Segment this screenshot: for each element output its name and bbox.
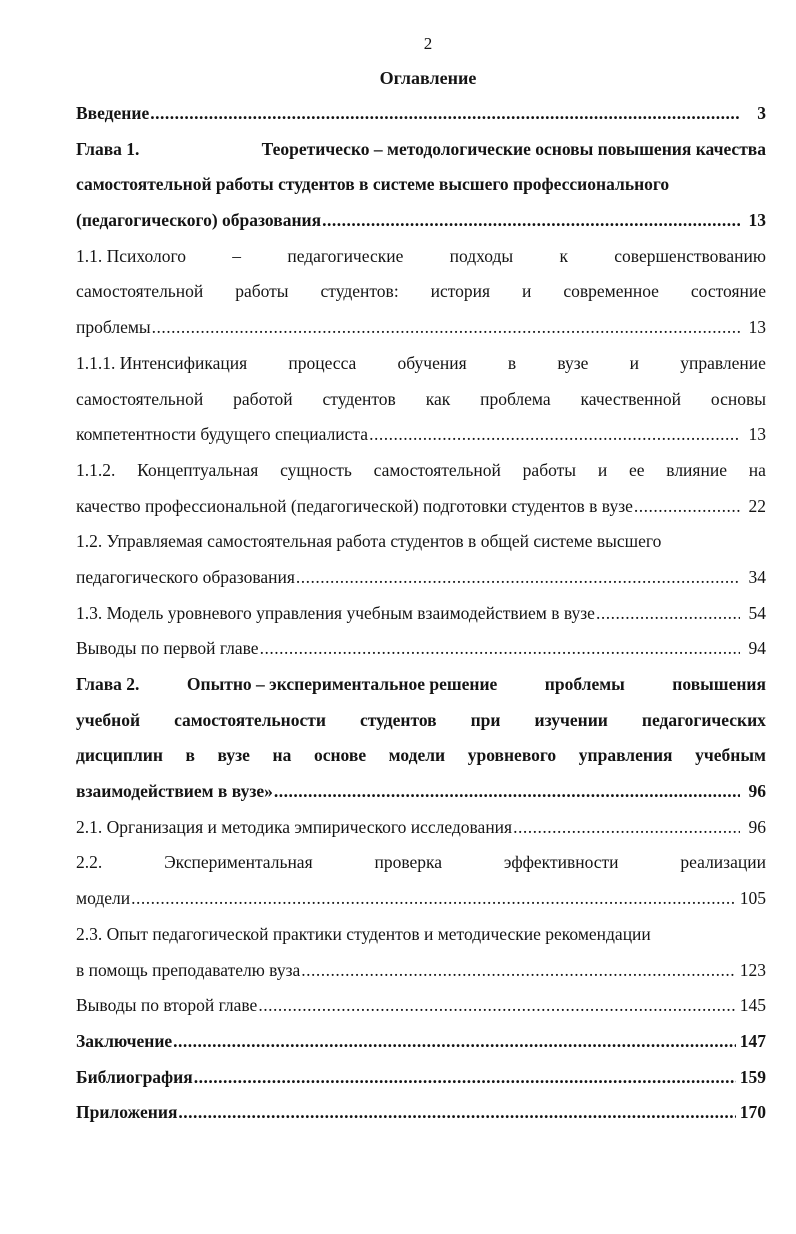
toc-word: 2.2. <box>76 852 103 873</box>
toc-entry-line <box>76 667 766 703</box>
toc-word: самостоятельной работы студентов в системе высшего профессионального <box>76 174 670 195</box>
toc-entry <box>76 810 766 846</box>
toc-page-number: 54 <box>748 602 766 623</box>
toc-word: уровневого <box>467 745 557 766</box>
toc-entry <box>76 132 766 239</box>
toc-entry-last-line <box>76 203 766 239</box>
toc-word: и <box>629 352 640 373</box>
toc-entry <box>76 845 766 916</box>
toc-entry-title: модели <box>76 888 131 909</box>
toc-word: Теоретическо – методологические основы повышения качества <box>261 138 766 159</box>
toc-word: Глава 1. <box>76 138 140 159</box>
toc-entry-line <box>76 274 766 310</box>
toc-word: самостоятельной <box>76 388 204 409</box>
dot-leader <box>194 1060 736 1096</box>
toc-entry-last-line <box>76 489 766 525</box>
toc-word: 1.1.1. Интенсификация <box>76 352 248 373</box>
toc-entry-title: Библиография <box>76 1066 193 1087</box>
toc-page-number: 123 <box>739 959 766 980</box>
toc-word: учебным <box>695 745 766 766</box>
toc-word: педагогические <box>287 245 404 266</box>
dot-leader <box>178 1095 735 1131</box>
toc-word: изучении <box>534 709 608 730</box>
toc-word: Экспериментальная <box>164 852 313 873</box>
toc-entry-line <box>76 524 766 560</box>
dot-leader <box>274 774 740 810</box>
toc-word: дисциплин <box>76 745 163 766</box>
toc-word: работы <box>522 459 577 480</box>
toc-word: проблемы <box>544 674 625 694</box>
toc-word: работы <box>235 281 289 302</box>
toc-word: педагогических <box>641 709 766 730</box>
toc-entry <box>76 96 766 132</box>
dot-leader <box>260 631 740 667</box>
toc-word: проверка <box>374 852 443 873</box>
toc-page-number: 22 <box>748 495 766 516</box>
toc-entry-title: проблемы <box>76 317 151 338</box>
toc-entry <box>76 524 766 595</box>
toc-entry-last-line <box>76 1095 766 1131</box>
toc-word: студентов: <box>320 281 399 302</box>
toc-entry-title: компетентности будущего специалиста <box>76 424 369 445</box>
toc-entry-line <box>76 346 766 382</box>
toc-word: эффективности <box>503 852 619 873</box>
toc-page-number: 147 <box>739 1030 766 1051</box>
toc-word: модели <box>388 745 446 766</box>
toc-entry-last-line <box>76 953 766 989</box>
toc-word: Опытно – экспериментальное решение <box>186 674 498 694</box>
toc-entry <box>76 596 766 632</box>
toc-page-number: 13 <box>748 424 766 445</box>
toc-word: Глава 2. <box>76 674 140 694</box>
toc-entry-last-line <box>76 417 766 453</box>
toc-page-number: 13 <box>748 317 766 338</box>
toc-entry-title: Выводы по первой главе <box>76 638 259 659</box>
toc-page-number: 94 <box>748 638 766 659</box>
dot-leader <box>301 953 735 989</box>
toc-word: самостоятельности <box>174 709 326 730</box>
toc-entry-line <box>76 845 766 881</box>
toc-word: совершенствованию <box>614 245 766 266</box>
toc-word: состояние <box>690 281 766 302</box>
toc-word: 1.2. Управляемая самостоятельная работа студентов в общей системе высшего <box>76 531 662 552</box>
toc-entry-title: 1.3. Модель уровневого управления учебным взаимодействием в вузе <box>76 602 595 623</box>
toc-word: проблема <box>480 388 551 409</box>
toc-entry-last-line <box>76 560 766 596</box>
toc-word: обучения <box>397 352 467 373</box>
toc-word: в <box>185 745 195 766</box>
dot-leader <box>296 560 740 596</box>
dot-leader <box>369 417 740 453</box>
dot-leader <box>513 810 740 846</box>
toc-entry-last-line <box>76 774 766 810</box>
toc-entry-last-line <box>76 810 766 846</box>
toc-page-number: 105 <box>739 888 766 909</box>
toc-entry-line <box>76 453 766 489</box>
toc-word: при <box>470 709 501 730</box>
toc-word: учебной <box>76 709 141 730</box>
toc-entry <box>76 631 766 667</box>
toc-word: сущность <box>280 459 352 480</box>
table-of-contents <box>76 96 766 1131</box>
toc-word: повышения <box>672 674 766 694</box>
dot-leader <box>173 1024 736 1060</box>
toc-word: на <box>272 745 292 766</box>
toc-entry <box>76 239 766 346</box>
toc-entry-line <box>76 382 766 418</box>
toc-entry-title: Введение <box>76 103 150 123</box>
page-number: 2 <box>423 34 433 53</box>
toc-word: качественной <box>580 388 682 409</box>
toc-page-number: 145 <box>739 995 766 1016</box>
dot-leader <box>634 489 740 525</box>
toc-entry-title: в помощь преподавателю вуза <box>76 959 301 980</box>
toc-entry-line <box>76 167 766 203</box>
toc-entry-line <box>76 738 766 774</box>
toc-entry-last-line <box>76 631 766 667</box>
toc-word: 1.1. Психолого <box>76 245 186 266</box>
toc-entry-last-line <box>76 881 766 917</box>
toc-word: 1.1.2. <box>76 459 116 480</box>
toc-entry-title: педагогического образования <box>76 566 295 587</box>
toc-entry <box>76 1024 766 1060</box>
toc-page-number: 170 <box>739 1102 766 1123</box>
toc-entry-line <box>76 703 766 739</box>
dot-leader <box>150 96 740 132</box>
toc-entry-title: качество профессиональной (педагогической) подготовки студентов в вузе <box>76 495 633 516</box>
toc-entry-line <box>76 132 766 168</box>
toc-word: реализации <box>680 852 766 873</box>
toc-entry-title: Выводы по второй главе <box>76 995 258 1016</box>
dot-leader <box>596 596 740 632</box>
toc-word: вузе <box>557 352 589 373</box>
dot-leader <box>322 203 740 239</box>
toc-word: основы <box>710 388 766 409</box>
toc-word: современное <box>563 281 659 302</box>
toc-entry-title: 2.1. Организация и методика эмпирического исследования <box>76 816 513 837</box>
toc-entry-last-line <box>76 1060 766 1096</box>
toc-page-number: 159 <box>739 1066 766 1087</box>
toc-entry-title: (педагогического) образования <box>76 210 322 231</box>
toc-word: на <box>748 459 766 480</box>
toc-word: к <box>559 245 568 266</box>
toc-word: как <box>425 388 451 409</box>
dot-leader <box>152 310 740 346</box>
toc-word: – <box>232 245 242 266</box>
toc-entry-last-line <box>76 596 766 632</box>
toc-entry-title: Заключение <box>76 1030 173 1051</box>
toc-entry <box>76 667 766 810</box>
toc-word: студентов <box>322 388 396 409</box>
toc-entry-line <box>76 917 766 953</box>
toc-page-number: 96 <box>748 781 766 802</box>
toc-page-number: 3 <box>757 103 766 123</box>
toc-entry-last-line <box>76 1024 766 1060</box>
dot-leader <box>258 988 735 1024</box>
toc-entry-last-line <box>76 96 766 132</box>
toc-entry-title: взаимодействием в вузе» <box>76 781 273 802</box>
toc-page-number: 13 <box>748 210 766 231</box>
toc-entry <box>76 346 766 453</box>
toc-word: влияние <box>666 459 727 480</box>
toc-entry-last-line <box>76 310 766 346</box>
toc-entry <box>76 453 766 524</box>
toc-entry <box>76 917 766 988</box>
toc-word: и <box>597 459 608 480</box>
toc-word: ее <box>628 459 645 480</box>
toc-entry <box>76 1060 766 1096</box>
toc-word: и <box>522 281 532 302</box>
toc-word: вузе <box>217 745 250 766</box>
dot-leader <box>131 881 736 917</box>
toc-word: самостоятельной <box>76 281 204 302</box>
toc-page-number: 96 <box>748 816 766 837</box>
toc-word: подходы <box>449 245 514 266</box>
toc-word: работой <box>233 388 293 409</box>
toc-word: 2.3. Опыт педагогической практики студентов и методические рекомендации <box>76 923 651 944</box>
toc-word: управления <box>578 745 673 766</box>
toc-word: история <box>430 281 491 302</box>
toc-word: процесса <box>288 352 357 373</box>
toc-word: Концептуальная <box>137 459 259 480</box>
toc-page-number: 34 <box>748 566 766 587</box>
page-title: Оглавление <box>379 68 477 88</box>
toc-entry-line <box>76 239 766 275</box>
toc-entry <box>76 1095 766 1131</box>
toc-word: в <box>507 352 517 373</box>
toc-word: управление <box>680 352 766 373</box>
toc-entry-title: Приложения <box>76 1102 178 1123</box>
toc-word: основе <box>313 745 367 766</box>
toc-word: студентов <box>359 709 437 730</box>
toc-entry-last-line <box>76 988 766 1024</box>
toc-entry <box>76 988 766 1024</box>
toc-word: самостоятельной <box>373 459 501 480</box>
